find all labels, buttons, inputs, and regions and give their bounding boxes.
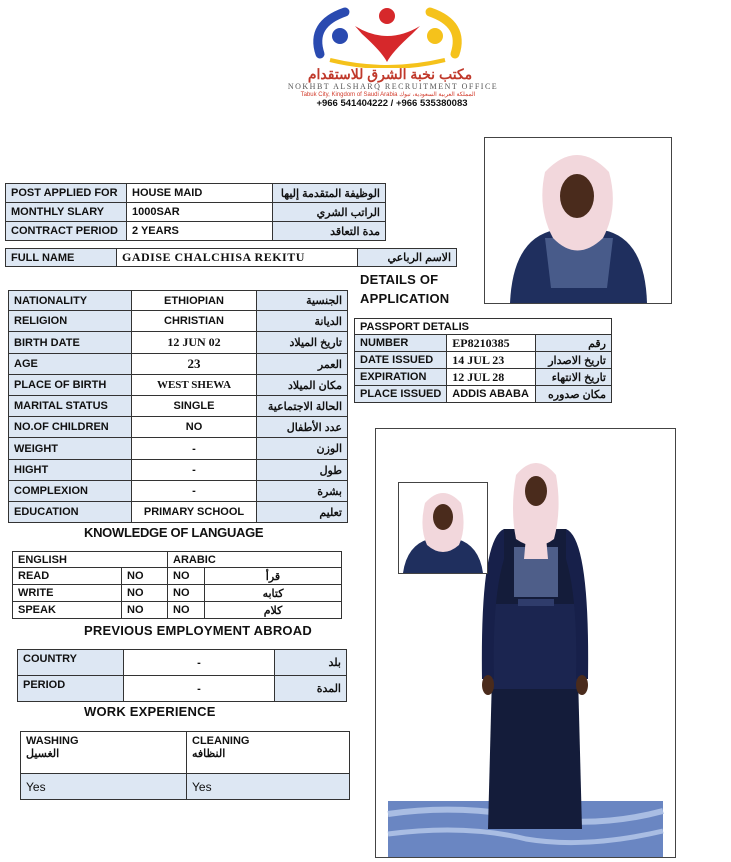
marital-status-label: MARITAL STATUS (9, 396, 132, 417)
passport-place-label: PLACE ISSUED (355, 386, 447, 403)
salary-value: 1000SAR (127, 203, 273, 222)
passport-expiration-label: EXPIRATION (355, 369, 447, 386)
inset-photo (398, 482, 488, 574)
place-of-birth-label: PLACE OF BIRTH (9, 375, 132, 396)
passport-title: PASSPORT DETALIS (355, 319, 612, 335)
cleaning-label: CLEANING (192, 735, 250, 747)
agency-arabic-name: مكتب نخبة الشرق للاستقدام (307, 66, 473, 82)
education-label: EDUCATION (9, 502, 132, 523)
lang-arabic-header: ARABIC (168, 552, 342, 568)
language-heading: KNOWLEDGE OF LANGUAGE (84, 525, 264, 540)
religion-value: CHRISTIAN (132, 311, 257, 332)
full-name-ar: الاسم الرباعي (358, 249, 457, 267)
passport-expiration-value: 12 JUL 28 (447, 369, 536, 386)
address-arabic: المملكة العربية السعودية، تبوك (399, 92, 476, 98)
cleaning-value: Yes (187, 774, 350, 800)
height-label: HIGHT (9, 460, 132, 481)
contract-ar: مدة التعاقد (273, 222, 386, 241)
contract-value: 2 YEARS (127, 222, 273, 241)
weight-label: WEIGHT (9, 438, 132, 460)
washing-value: Yes (21, 774, 187, 800)
country-value: - (124, 650, 275, 676)
marital-status-value: SINGLE (132, 396, 257, 417)
lang-write-ar: كتابه (205, 585, 342, 602)
post-table (5, 183, 386, 241)
lang-speak-english: NO (122, 602, 168, 619)
nationality-ar: الجنسية (257, 291, 348, 311)
full-name-value: GADISE CHALCHISA REKITU (117, 249, 358, 267)
details-heading (360, 270, 449, 308)
details-heading-line2: APPLICATION (360, 291, 450, 306)
place-of-birth-ar: مكان الميلاد (257, 375, 348, 396)
post-label: POST APPLIED FOR (6, 184, 127, 203)
religion-label: RELIGION (9, 311, 132, 332)
washing-label: WASHING (26, 735, 79, 747)
children-label: NO.OF CHILDREN (9, 417, 132, 438)
employment-heading: PREVIOUS EMPLOYMENT ABROAD (84, 623, 312, 638)
full-body-photo (375, 428, 676, 858)
height-ar: طول (257, 460, 348, 481)
age-value: 23 (132, 354, 257, 375)
place-of-birth-value: WEST SHEWA (132, 375, 257, 396)
passport-issued-label: DATE ISSUED (355, 352, 447, 369)
work-washing (21, 732, 187, 774)
weight-value: - (132, 438, 257, 460)
agency-address (238, 91, 538, 98)
lang-read-arabic: NO (168, 568, 205, 585)
age-ar: العمر (257, 354, 348, 375)
post-ar: الوظيفة المتقدمة إليها (273, 184, 386, 203)
agency-english-name: NOKHBT ALSHARQ RECRUITMENT OFFICE (287, 82, 499, 91)
lang-english-header: ENGLISH (13, 552, 168, 568)
passport-place-value: ADDIS ABABA (447, 386, 536, 403)
passport-number-value: EP8210385 (447, 335, 536, 352)
agency-phones: +966 541404222 / +966 535380083 (316, 98, 468, 109)
age-label: AGE (9, 354, 132, 375)
passport-place-ar: مكان صدوره (536, 386, 612, 403)
marital-status-ar: الحالة الاجتماعية (257, 396, 348, 417)
height-value: - (132, 460, 257, 481)
lang-speak-label: SPEAK (13, 602, 122, 619)
nationality-label: NATIONALITY (9, 291, 132, 311)
full-name-table (5, 248, 457, 267)
education-ar: تعليم (257, 502, 348, 523)
children-value: NO (132, 417, 257, 438)
passport-issued-value: 14 JUL 23 (447, 352, 536, 369)
passport-expiration-ar: تاريخ الانتهاء (536, 369, 612, 386)
nationality-value: ETHIOPIAN (132, 291, 257, 311)
education-value: PRIMARY SCHOOL (132, 502, 257, 523)
children-ar: عدد الأطفال (257, 417, 348, 438)
lang-write-arabic: NO (168, 585, 205, 602)
birth-date-label: BIRTH DATE (9, 332, 132, 354)
address-english: Tabuk City, Kingdom of Saudi Arabia (300, 92, 398, 98)
salary-ar: الراتب الشري (273, 203, 386, 222)
details-heading-line1: DETAILS OF (360, 272, 439, 287)
country-ar: بلد (275, 650, 347, 676)
contract-label: CONTRACT PERIOD (6, 222, 127, 241)
lang-write-label: WRITE (13, 585, 122, 602)
country-label: COUNTRY (18, 650, 124, 676)
lang-write-english: NO (122, 585, 168, 602)
full-name-label: FULL NAME (6, 249, 117, 267)
salary-label: MONTHLY SLARY (6, 203, 127, 222)
washing-ar: الغسيل (26, 748, 60, 760)
weight-ar: الوزن (257, 438, 348, 460)
portrait-photo (484, 137, 672, 304)
religion-ar: الديانة (257, 311, 348, 332)
lang-read-label: READ (13, 568, 122, 585)
period-ar: المدة (275, 676, 347, 702)
passport-issued-ar: تاريخ الاصدار (536, 352, 612, 369)
complexion-ar: بشرة (257, 481, 348, 502)
lang-read-english: NO (122, 568, 168, 585)
lang-speak-ar: كلام (205, 602, 342, 619)
lang-speak-arabic: NO (168, 602, 205, 619)
birth-date-value: 12 JUN 02 (132, 332, 257, 354)
passport-number-ar: رقم (536, 335, 612, 352)
passport-number-label: NUMBER (355, 335, 447, 352)
birth-date-ar: تاريخ الميلاد (257, 332, 348, 354)
cleaning-ar: النظافه (192, 748, 226, 760)
personal-table (8, 290, 348, 523)
lang-read-ar: قرأ (205, 568, 342, 585)
complexion-value: - (132, 481, 257, 502)
passport-table (354, 318, 612, 403)
post-value: HOUSE MAID (127, 184, 273, 203)
agency-logo (300, 4, 475, 68)
language-table (12, 551, 342, 619)
complexion-label: COMPLEXION (9, 481, 132, 502)
work-heading: WORK EXPERIENCE (84, 704, 216, 719)
employment-table (17, 649, 347, 702)
work-table (20, 731, 350, 800)
work-cleaning (187, 732, 350, 774)
period-value: - (124, 676, 275, 702)
period-label: PERIOD (18, 676, 124, 702)
